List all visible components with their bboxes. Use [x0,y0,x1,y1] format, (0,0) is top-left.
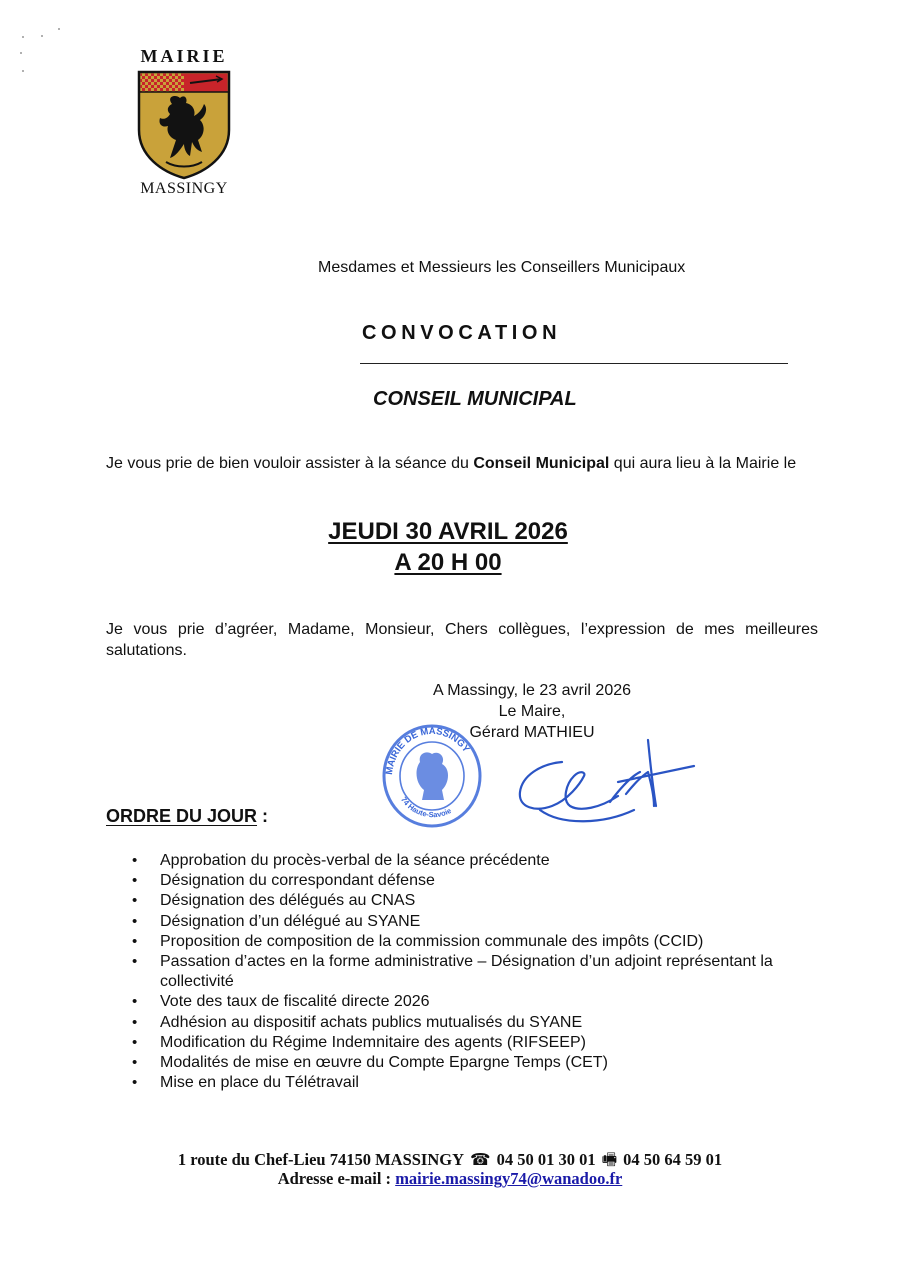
document-title: CONVOCATION [362,322,562,344]
mairie-label: MAIRIE [140,46,228,66]
agenda-heading-colon: : [257,806,269,826]
phone-icon: ☎ [470,1150,491,1169]
scan-speck [58,28,60,30]
agenda-item: • Désignation des délégués au CNAS [132,891,812,911]
agenda-heading [106,806,268,827]
mayor-name: Gérard MATHIEU [469,724,595,741]
invitation-paragraph [106,453,818,474]
agenda-item: • Proposition de composition de la commission communale des impôts (CCID) [132,932,812,952]
footer-fax: 04 50 64 59 01 [623,1150,723,1169]
closing-paragraph: Je vous prie d’agréer, Madame, Monsieur, Chers collègues, l’expression de mes meilleures salutations. [106,621,818,659]
agenda-item: • Adhésion au dispositif achats publics mutualisés du SYANE [132,1013,812,1033]
footer-email-label: Adresse e-mail : [277,1169,396,1188]
title-divider [360,363,788,364]
scan-speck [20,52,22,54]
footer-phone: 04 50 01 30 01 [496,1150,596,1169]
mayor-signature [514,736,704,836]
stamp-bottom-text: 74 Haute-Savoie [399,795,453,820]
fax-icon: 🖷 [601,1150,618,1169]
invitation-text-start: Je vous prie de bien vouloir assister à la séance du [106,455,474,472]
email-link[interactable]: mairie.massingy74@wanadoo.fr [395,1169,623,1188]
agenda-item: • Désignation d’un délégué au SYANE [132,912,812,932]
mayor-title: Le Maire, [498,703,566,720]
agenda-item: • Passation d’actes en la forme administrative – Désignation d’un adjoint représentant la collectivité [132,952,812,992]
recipients-line: Mesdames et Messieurs les Conseillers Municipaux [318,259,686,276]
scan-speck [22,36,24,38]
footer-email-line [0,1169,900,1189]
scan-speck [22,70,24,72]
agenda-heading-text: ORDRE DU JOUR [106,806,258,826]
place-and-date: A Massingy, le 23 avril 2026 [432,682,632,699]
agenda-item: • Modification du Régime Indemnitaire des agents (RIFSEEP) [132,1033,812,1053]
town-label: MASSINGY [140,180,228,197]
agenda-item: • Approbation du procès-verbal de la séance précédente [132,851,812,871]
scan-speck [41,35,43,37]
agenda-item: • Désignation du correspondant défense [132,871,812,891]
document-subtitle: CONSEIL MUNICIPAL [373,388,577,410]
invitation-bold-text: Conseil Municipal [473,455,610,472]
invitation-text-end: qui aura lieu à la Mairie le [609,455,797,472]
coat-of-arms-icon [136,70,232,180]
stamp-top-text: MAIRIE DE MASSINGY [384,725,472,776]
meeting-time: A 20 H 00 [394,549,502,576]
agenda-item: • Modalités de mise en œuvre du Compte Epargne Temps (CET) [132,1053,812,1073]
agenda-item: • Mise en place du Télétravail [132,1073,812,1093]
agenda-item: • Vote des taux de fiscalité directe 2026 [132,992,812,1012]
meeting-date: JEUDI 30 AVRIL 2026 [328,518,568,545]
agenda-list [132,851,812,1093]
footer-address: 1 route du Chef-Lieu 74150 MASSINGY [177,1150,465,1169]
